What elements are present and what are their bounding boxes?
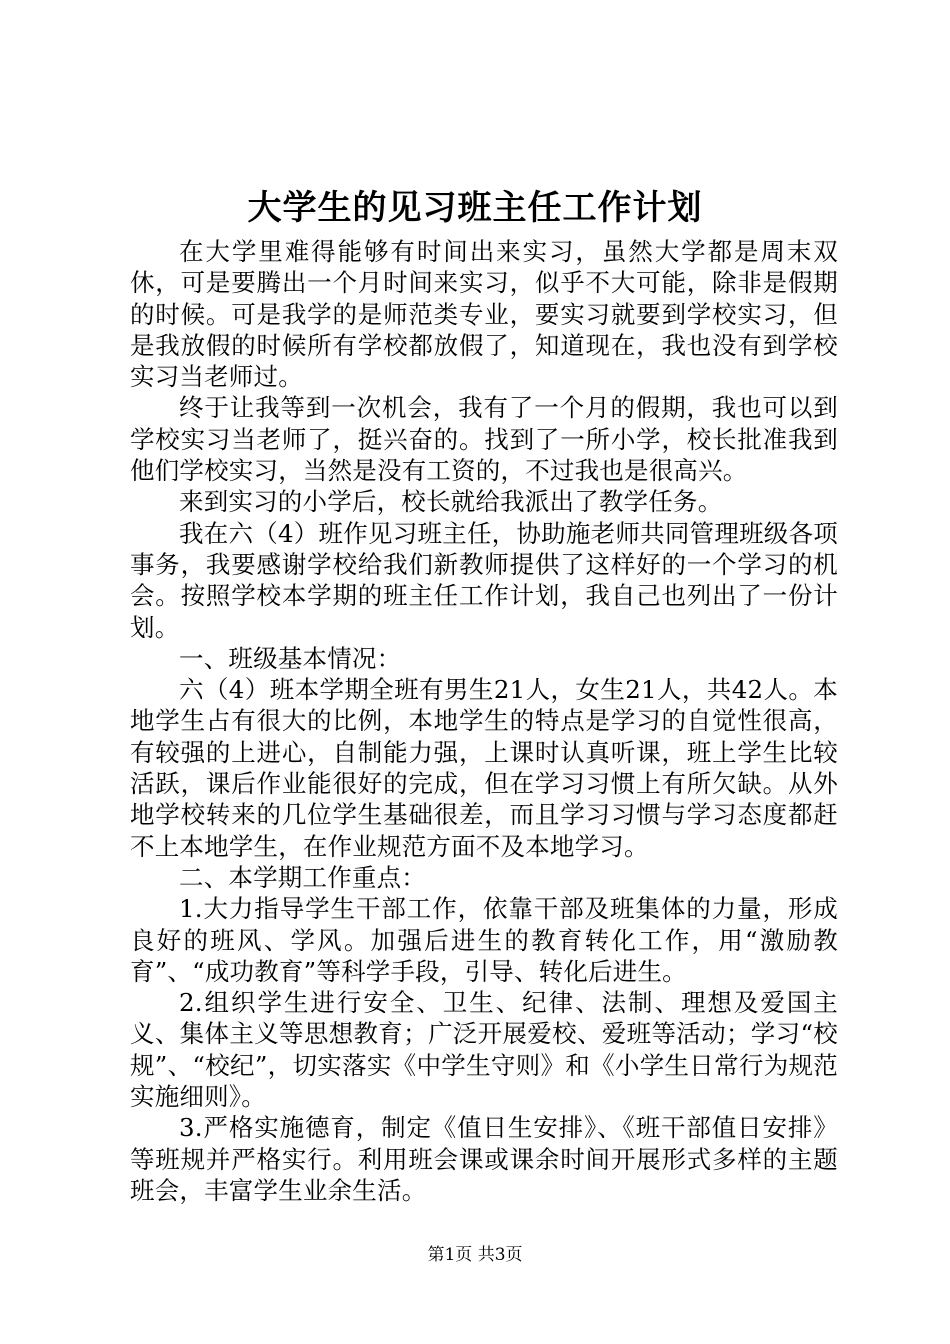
section-heading-class-info: 一、班级基本情况： <box>179 643 402 673</box>
paragraph-class-info: 六（4）班本学期全班有男生21人，女生21人，共42人。本地学生占有很大的比例，本地学生的特点是学习的自觉性很高，有较强的上进心，自制能力强，上课时认真听课，班上学生比较活跃，课后作业能很好的完成，但在学习习惯上有所欠缺。从外地学校转来的几位学生基础很差，而且学习习惯与学习态度都赶不上本地学生，在作业规范方面不及本地学习。 <box>130 675 838 861</box>
list-item-2: 2.组织学生进行安全、卫生、纪律、法制、理想及爱国主义、集体主义等思想教育；广泛开展爱校、爱班等活动；学习“校规”、“校纪”，切实落实《中学生守则》和《小学生日常行为规范实施细则》。 <box>130 988 838 1112</box>
section-heading-work-focus: 二、本学期工作重点： <box>179 862 426 892</box>
paragraph-intro: 在大学里难得能够有时间出来实习，虽然大学都是周末双休，可是要腾出一个月时间来实习，似乎不大可能，除非是假期的时候。可是我学的是师范类专业，要实习就要到学校实习，但是我放假的时候所有学校都放假了，知道现在，我也没有到学校实习当老师过。 <box>130 237 838 392</box>
page-footer: 第1页 共3页 <box>427 1245 523 1265</box>
list-item-1: 1.大力指导学生干部工作，依靠干部及班集体的力量，形成良好的班风、学风。加强后进生的教育转化工作，用“激励教育”、“成功教育”等科学手段，引导、转化后进生。 <box>130 894 838 986</box>
document-body <box>130 236 838 1206</box>
list-item-3: 3.严格实施德育，制定《值日生安排》、《班干部值日安排》等班规并严格实行。利用班会课或课余时间开展形式多样的主题班会，丰富学生业余生活。 <box>130 1113 838 1205</box>
paragraph-opportunity: 终于让我等到一次机会，我有了一个月的假期，我也可以到学校实习当老师了，挺兴奋的。找到了一所小学，校长批准我到他们学校实习，当然是没有工资的，不过我也是很高兴。 <box>130 393 838 486</box>
paragraph-role: 我在六（4）班作见习班主任，协助施老师共同管理班级各项事务，我要感谢学校给我们新教师提供了这样好的一个学习的机会。按照学校本学期的班主任工作计划，我自己也列出了一份计划。 <box>130 518 838 642</box>
paragraph-assignment: 来到实习的小学后，校长就给我派出了教学任务。 <box>179 487 723 517</box>
document-title: 大学生的见习班主任工作计划 <box>247 188 703 228</box>
